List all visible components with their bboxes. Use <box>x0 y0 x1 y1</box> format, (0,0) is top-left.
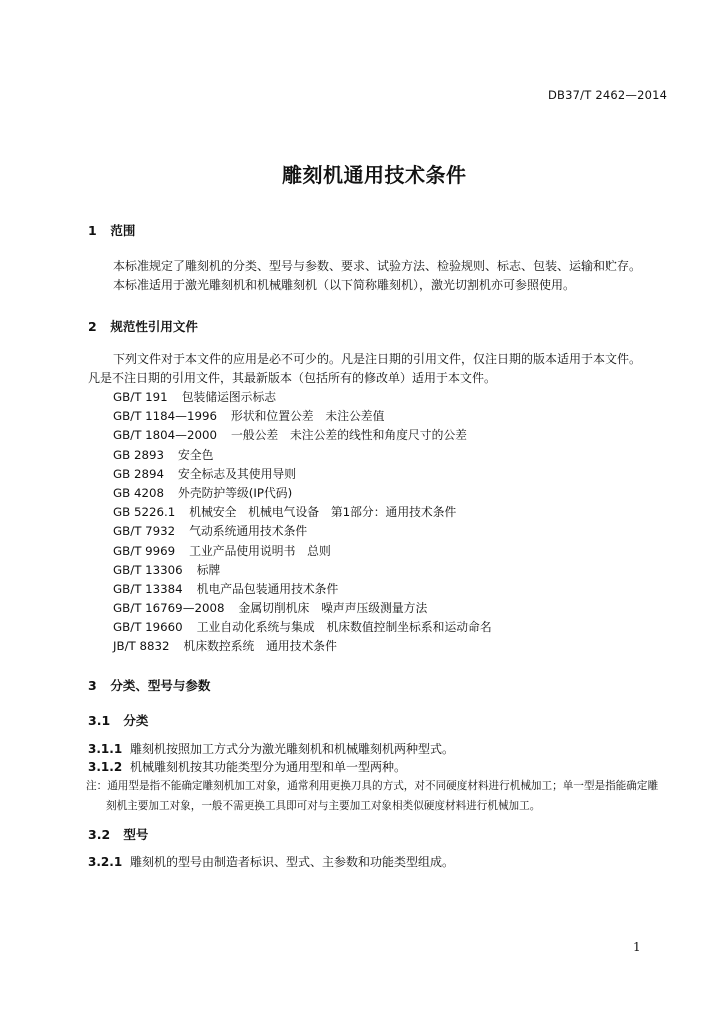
document-title: 雕刻机通用技术条件 <box>282 163 467 187</box>
reference-title: 一般公差 未注公差的线性和角度尺寸的公差 <box>231 428 467 443</box>
reference-code: GB 2894 <box>113 466 165 481</box>
subsection-number: 3.2 <box>88 827 111 842</box>
reference-title: 机械安全 机械电气设备 第1部分：通用技术条件 <box>189 505 457 520</box>
reference-title: 金属切削机床 噪声声压级测量方法 <box>238 601 428 616</box>
standard-code: DB37/T 2462—2014 <box>548 88 668 102</box>
reference-item <box>113 542 663 561</box>
note-label: 注： <box>86 780 108 792</box>
subsection-3-1-1 <box>88 740 454 758</box>
reference-item <box>113 637 663 656</box>
section-1-heading <box>88 221 135 239</box>
reference-title: 机床数控系统 通用技术条件 <box>183 639 337 654</box>
subsection-title: 分类 <box>123 713 149 728</box>
reference-title: 安全标志及其使用导则 <box>178 466 296 481</box>
section-2-heading <box>88 317 198 335</box>
reference-title: 机电产品包装通用技术条件 <box>196 581 339 596</box>
clause-number: 3.2.1 <box>88 855 123 869</box>
reference-item <box>113 388 663 407</box>
reference-item <box>113 446 663 465</box>
classification-note <box>86 776 666 816</box>
reference-code: GB 2893 <box>113 447 165 462</box>
reference-code: GB/T 1184—1996 <box>113 409 218 424</box>
section-number: 1 <box>88 223 97 238</box>
scope-paragraph-2: 本标准适用于激光雕刻机和机械雕刻机（以下简称雕刻机），激光切割机亦可参照使用。 <box>113 278 576 292</box>
reference-item <box>113 503 663 522</box>
section-title: 规范性引用文件 <box>110 319 198 334</box>
reference-title: 包装储运图示标志 <box>181 390 277 404</box>
clause-text: 机械雕刻机按其功能类型分为通用型和单一型两种。 <box>130 760 407 774</box>
reference-title: 安全色 <box>178 447 214 462</box>
reference-item <box>113 561 663 580</box>
reference-item <box>113 407 663 426</box>
reference-code: JB/T 8832 <box>113 639 170 654</box>
subsection-3-1-2 <box>88 758 406 776</box>
reference-code: GB/T 1804—2000 <box>113 428 218 443</box>
section-3-heading <box>88 676 210 694</box>
clause-text: 雕刻机的型号由制造者标识、型式、主参数和功能类型组成。 <box>130 855 455 869</box>
reference-code: GB/T 191 <box>113 390 168 404</box>
reference-item <box>113 580 663 599</box>
subsection-number: 3.1 <box>88 713 111 728</box>
note-text: 通用型是指不能确定雕刻机加工对象，通常利用更换刀具的方式，对不同硬度材料进行机械加工；单一型是指能确定雕刻机主要加工对象，一般不需更换工具即可对与主要加工对象相类似硬度材料进行机械加工。 <box>106 780 659 812</box>
reference-code: GB/T 16769—2008 <box>113 601 225 616</box>
reference-title: 标牌 <box>196 562 221 577</box>
reference-title: 外壳防护等级(IP代码) <box>178 485 293 500</box>
normative-reference-list <box>113 388 663 657</box>
reference-item <box>113 484 663 503</box>
reference-item <box>113 522 663 541</box>
subsection-title: 型号 <box>123 827 149 842</box>
reference-code: GB/T 13306 <box>113 562 183 577</box>
reference-code: GB/T 19660 <box>113 620 183 635</box>
scope-paragraph-1: 本标准规定了雕刻机的分类、型号与参数、要求、试验方法、检验规则、标志、包装、运输和贮存。 <box>113 259 642 273</box>
subsection-3-2-1 <box>88 853 454 871</box>
clause-number: 3.1.2 <box>88 760 123 774</box>
reference-code: GB 5226.1 <box>113 505 176 520</box>
reference-title: 气动系统通用技术条件 <box>189 524 308 539</box>
reference-title: 形状和位置公差 未注公差值 <box>231 409 385 424</box>
reference-item <box>113 426 663 445</box>
reference-title: 工业产品使用说明书 总则 <box>189 543 331 558</box>
section-number: 2 <box>88 319 97 334</box>
reference-item <box>113 618 663 637</box>
reference-item <box>113 465 663 484</box>
references-intro-line-2: 凡是不注日期的引用文件，其最新版本（包括所有的修改单）适用于本文件。 <box>88 371 497 385</box>
reference-title: 工业自动化系统与集成 机床数值控制坐标系和运动命名 <box>196 620 492 635</box>
clause-text: 雕刻机按照加工方式分为激光雕刻机和机械雕刻机两种型式。 <box>130 742 455 756</box>
reference-code: GB/T 7932 <box>113 524 176 539</box>
references-intro-line-1: 下列文件对于本文件的应用是必不可少的。凡是注日期的引用文件，仅注日期的版本适用于本文件。 <box>113 352 642 366</box>
reference-code: GB/T 13384 <box>113 581 183 596</box>
clause-number: 3.1.1 <box>88 742 123 756</box>
subsection-3-1-heading <box>88 711 148 729</box>
reference-item <box>113 599 663 618</box>
reference-code: GB/T 9969 <box>113 543 176 558</box>
reference-code: GB 4208 <box>113 485 165 500</box>
section-title: 分类、型号与参数 <box>110 678 211 693</box>
section-number: 3 <box>88 678 97 693</box>
section-title: 范围 <box>110 223 136 238</box>
subsection-3-2-heading <box>88 825 148 843</box>
page-number: 1 <box>633 940 641 954</box>
